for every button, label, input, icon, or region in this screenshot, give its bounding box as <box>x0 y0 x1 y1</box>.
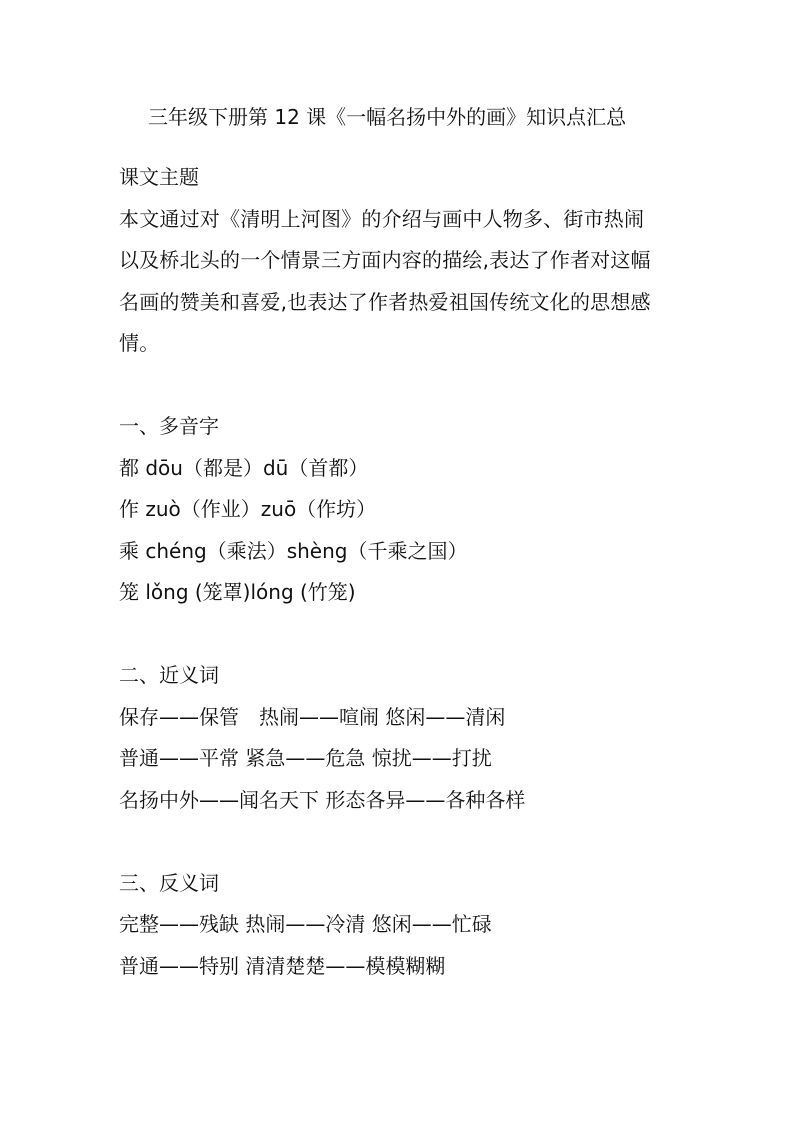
polyphones-heading: 一、多音字 <box>119 414 219 438</box>
antonyms-heading: 三、反义词 <box>119 870 219 895</box>
document-body <box>119 157 679 987</box>
synonyms-heading: 二、近义词 <box>119 663 219 687</box>
theme-paragraph-line: 以及桥北头的一个情景三方面内容的描绘,表达了作者对这幅 <box>119 248 651 272</box>
synonym-item: 普通——平常 紧急——危急 惊扰——打扰 <box>119 746 492 770</box>
polyphone-item: 乘 chéng（乘法）shèng（千乘之国） <box>119 538 468 563</box>
polyphone-item: 都 dōu（都是）dū（首都） <box>119 455 369 480</box>
synonym-item: 名扬中外——闻名天下 形态各异——各种各样 <box>119 787 526 812</box>
polyphone-item: 笼 lǒng (笼罩)lóng (竹笼) <box>119 580 356 604</box>
polyphone-item: 作 zuò（作业）zuō（作坊） <box>119 497 377 521</box>
theme-paragraph-line: 本文通过对《清明上河图》的介绍与画中人物多、街市热闹 <box>119 206 645 231</box>
document-title: 三年级下册第 12 课《一幅名扬中外的画》知识点汇总 <box>148 105 627 129</box>
theme-paragraph-line: 情。 <box>119 331 160 355</box>
section-spacer <box>119 821 679 863</box>
section-spacer <box>119 365 679 407</box>
antonym-item: 普通——特别 清清楚楚——模模糊糊 <box>119 953 446 978</box>
section-spacer <box>119 614 679 656</box>
antonym-item: 完整——残缺 热闹——冷清 悠闲——忙碌 <box>119 912 492 936</box>
theme-paragraph-line: 名画的赞美和喜爱,也表达了作者热爱祖国传统文化的思想感 <box>119 289 651 314</box>
synonym-item: 保存——保管 热闹——喧闹 悠闲——清闲 <box>119 704 506 729</box>
theme-heading: 课文主题 <box>119 165 199 189</box>
